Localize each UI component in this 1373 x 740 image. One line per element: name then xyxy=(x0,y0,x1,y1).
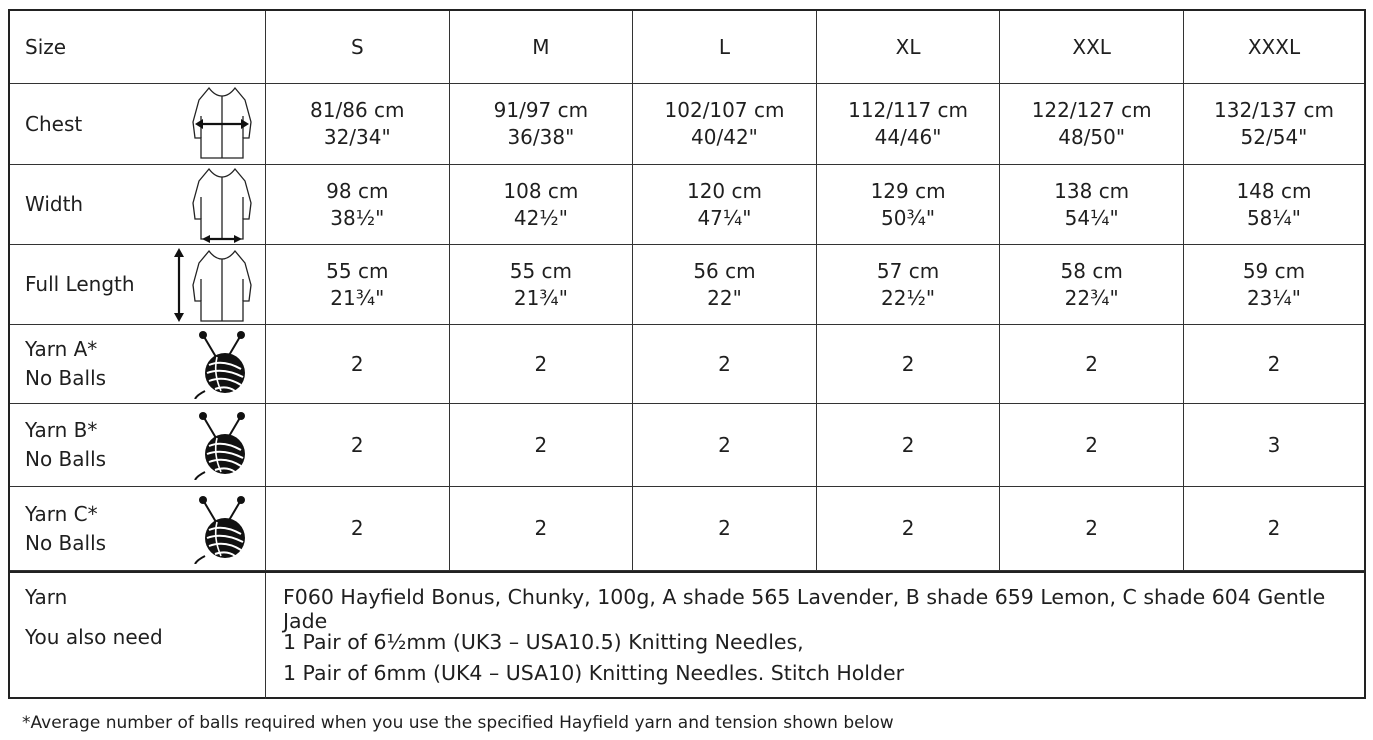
value-line: 2 xyxy=(901,432,915,457)
row-label xyxy=(25,500,106,558)
value-cell xyxy=(817,84,1001,164)
row-label-line: Chest xyxy=(25,111,83,136)
value-text xyxy=(718,351,731,378)
value-line: 3 xyxy=(1267,432,1281,457)
value-text xyxy=(665,97,785,151)
value-cell xyxy=(633,84,817,164)
value-text xyxy=(351,515,364,542)
value-line: 58 cm xyxy=(1060,258,1123,283)
row-label-line: Yarn B* xyxy=(25,418,98,442)
value-text xyxy=(535,432,548,459)
value-cell xyxy=(1184,84,1364,164)
row-label-line: Full Length xyxy=(25,272,135,296)
value-line: 2 xyxy=(534,516,548,540)
value-line: 91/97 cm xyxy=(493,98,589,122)
value-text xyxy=(326,178,388,232)
value-cell xyxy=(450,84,634,164)
value-line: 44/46" xyxy=(874,125,942,149)
value-line: 21¾" xyxy=(330,285,385,310)
row-label-line: No Balls xyxy=(25,366,107,390)
you-also-need-label: You also need xyxy=(25,625,163,649)
value-text xyxy=(1268,351,1281,378)
value-line: 2 xyxy=(718,432,731,457)
materials-row xyxy=(10,571,1364,699)
row-label xyxy=(25,270,135,299)
row-label xyxy=(25,110,82,139)
value-line: 2 xyxy=(350,432,364,457)
value-cell xyxy=(1184,165,1364,244)
value-line: 138 cm xyxy=(1054,178,1130,203)
yarn-label: Yarn xyxy=(25,585,68,609)
value-cell xyxy=(817,165,1001,244)
value-line: 48/50" xyxy=(1058,125,1126,149)
value-text xyxy=(718,432,731,459)
value-text xyxy=(848,97,968,151)
value-line: 120 cm xyxy=(686,178,762,203)
value-line: 102/107 cm xyxy=(664,98,785,122)
value-line: 55 cm xyxy=(509,258,573,283)
value-text xyxy=(902,351,915,378)
value-line: 50¾" xyxy=(881,205,936,230)
value-text xyxy=(351,432,364,459)
value-text xyxy=(687,178,762,232)
materials-values xyxy=(266,573,1364,699)
footnote: *Average number of balls required when you use the specified Hayfield yarn and tension shown below xyxy=(22,713,894,733)
value-cell xyxy=(633,487,817,570)
size-header-s: S xyxy=(266,11,450,83)
value-cell xyxy=(450,487,634,570)
value-cell xyxy=(266,487,450,570)
size-header-label xyxy=(10,11,266,83)
value-text xyxy=(535,351,548,378)
value-line: 2 xyxy=(718,516,731,540)
value-line: 55 cm xyxy=(326,258,389,283)
value-line: 22½" xyxy=(881,285,936,310)
value-line: 108 cm xyxy=(503,178,579,203)
value-line: 47¼" xyxy=(697,205,752,230)
row-label-line: Yarn A* xyxy=(25,337,98,361)
value-line: 148 cm xyxy=(1236,178,1312,203)
need-line-2: 1 Pair of 6mm (UK4 – USA10) Knitting Needles. Stitch Holder xyxy=(283,661,905,685)
value-cell xyxy=(450,245,634,324)
value-line: 81/86 cm xyxy=(310,98,405,122)
value-text xyxy=(503,178,578,232)
row-label-cell xyxy=(10,245,266,324)
row-label-cell xyxy=(10,325,266,403)
value-cell xyxy=(817,487,1001,570)
value-text xyxy=(902,432,915,459)
row-label xyxy=(25,190,83,219)
value-line: 2 xyxy=(1267,516,1281,540)
yarn-ball-icon xyxy=(193,404,251,486)
value-line: 112/117 cm xyxy=(848,98,969,122)
value-cell xyxy=(1000,165,1184,244)
size-header-text: Size xyxy=(25,34,67,59)
value-cell xyxy=(1184,325,1364,403)
value-line: 38½" xyxy=(330,205,385,230)
value-line: 56 cm xyxy=(693,258,756,283)
value-text xyxy=(535,515,548,542)
value-text xyxy=(877,258,939,312)
value-line: 59 cm xyxy=(1242,258,1306,283)
row-label-cell xyxy=(10,404,266,486)
row-label-cell xyxy=(10,84,266,164)
value-cell xyxy=(266,325,450,403)
table-row xyxy=(10,245,1364,325)
value-cell xyxy=(266,404,450,486)
value-text xyxy=(871,178,946,232)
value-text xyxy=(902,515,915,542)
value-line: 2 xyxy=(718,351,731,376)
size-header-l: L xyxy=(633,11,817,83)
value-line: 2 xyxy=(1085,432,1099,457)
value-text xyxy=(1061,258,1123,312)
table-row xyxy=(10,84,1364,165)
row-label xyxy=(25,416,106,474)
value-text xyxy=(718,515,731,542)
value-line: 98 cm xyxy=(326,178,389,203)
value-line: 2 xyxy=(350,516,364,540)
value-cell xyxy=(450,404,634,486)
value-text xyxy=(351,351,364,378)
value-line: 57 cm xyxy=(876,258,940,283)
value-line: 122/127 cm xyxy=(1031,98,1152,122)
value-line: 54¼" xyxy=(1064,205,1119,230)
value-text xyxy=(1032,97,1152,151)
value-line: 132/137 cm xyxy=(1214,98,1334,122)
value-line: 2 xyxy=(901,516,915,540)
yarn-ball-icon xyxy=(193,325,251,403)
value-line: 36/38" xyxy=(507,125,575,149)
header-row xyxy=(10,11,1364,84)
value-line: 52/54" xyxy=(1240,125,1308,149)
size-header-xl: XL xyxy=(817,11,1001,83)
value-cell xyxy=(450,325,634,403)
value-cell xyxy=(1000,245,1184,324)
value-cell xyxy=(1000,487,1184,570)
value-text xyxy=(1085,432,1098,459)
value-cell xyxy=(266,165,450,244)
row-label-line: No Balls xyxy=(25,530,107,555)
size-chart-table xyxy=(8,9,1366,699)
value-line: 58¼" xyxy=(1246,205,1301,230)
materials-labels xyxy=(10,573,266,699)
value-text xyxy=(1085,515,1098,542)
value-text xyxy=(326,258,388,312)
yarn-ball-icon xyxy=(193,487,251,570)
value-cell xyxy=(1000,84,1184,164)
value-line: 23¼" xyxy=(1246,285,1301,310)
value-line: 2 xyxy=(1085,516,1099,540)
value-line: 22¾" xyxy=(1064,285,1119,310)
yarn-value: F060 Hayfield Bonus, Chunky, 100g, A shade 565 Lavender, B shade 659 Lemon, C shade 604 Gentle Jade xyxy=(283,585,1326,633)
value-cell xyxy=(1000,404,1184,486)
value-line: 22" xyxy=(707,285,742,310)
value-line: 2 xyxy=(1085,351,1099,376)
value-text xyxy=(1243,258,1305,312)
value-cell xyxy=(1184,245,1364,324)
value-line: 2 xyxy=(534,351,548,376)
value-line: 2 xyxy=(534,432,548,457)
size-header-xxl: XXL xyxy=(1000,11,1184,83)
need-line-1: 1 Pair of 6½mm (UK3 – USA10.5) Knitting Needles, xyxy=(283,630,804,654)
value-line: 2 xyxy=(1267,351,1281,376)
value-line: 129 cm xyxy=(870,178,946,203)
row-label-line: Width xyxy=(25,192,84,216)
row-label-line: Yarn C* xyxy=(25,501,98,526)
value-line: 2 xyxy=(901,351,915,376)
value-text xyxy=(693,258,755,312)
value-cell xyxy=(633,325,817,403)
row-label-cell xyxy=(10,165,266,244)
table-row xyxy=(10,487,1364,571)
value-line: 40/42" xyxy=(691,125,758,149)
value-text xyxy=(1214,97,1334,151)
row-label xyxy=(25,335,106,393)
value-cell xyxy=(817,325,1001,403)
cardigan-width-icon xyxy=(187,165,257,244)
value-text xyxy=(510,258,572,312)
table-row xyxy=(10,165,1364,245)
value-text xyxy=(1054,178,1129,232)
value-text xyxy=(494,97,588,151)
value-text xyxy=(1085,351,1098,378)
value-cell xyxy=(817,404,1001,486)
value-cell xyxy=(266,245,450,324)
table-row xyxy=(10,404,1364,487)
row-label-cell xyxy=(10,487,266,570)
value-text xyxy=(310,97,404,151)
value-cell xyxy=(633,404,817,486)
size-header-xxxl: XXXL xyxy=(1247,35,1301,59)
table-row xyxy=(10,325,1364,404)
value-cell xyxy=(450,165,634,244)
value-text xyxy=(1268,515,1281,542)
value-line: 32/34" xyxy=(323,125,391,149)
value-text xyxy=(1268,432,1281,459)
value-cell xyxy=(633,245,817,324)
cardigan-chest-icon xyxy=(187,84,257,164)
value-cell xyxy=(1000,325,1184,403)
value-cell xyxy=(1184,487,1364,570)
row-label-line: No Balls xyxy=(25,447,107,471)
value-cell xyxy=(633,165,817,244)
size-header-m: M xyxy=(450,11,634,83)
value-cell xyxy=(1184,404,1364,486)
value-line: 42½" xyxy=(513,205,568,230)
value-line: 2 xyxy=(350,351,364,376)
cardigan-length-icon xyxy=(171,245,259,324)
value-line: 21¾" xyxy=(513,285,568,310)
value-text xyxy=(1236,178,1311,232)
value-cell xyxy=(266,84,450,164)
value-cell xyxy=(817,245,1001,324)
